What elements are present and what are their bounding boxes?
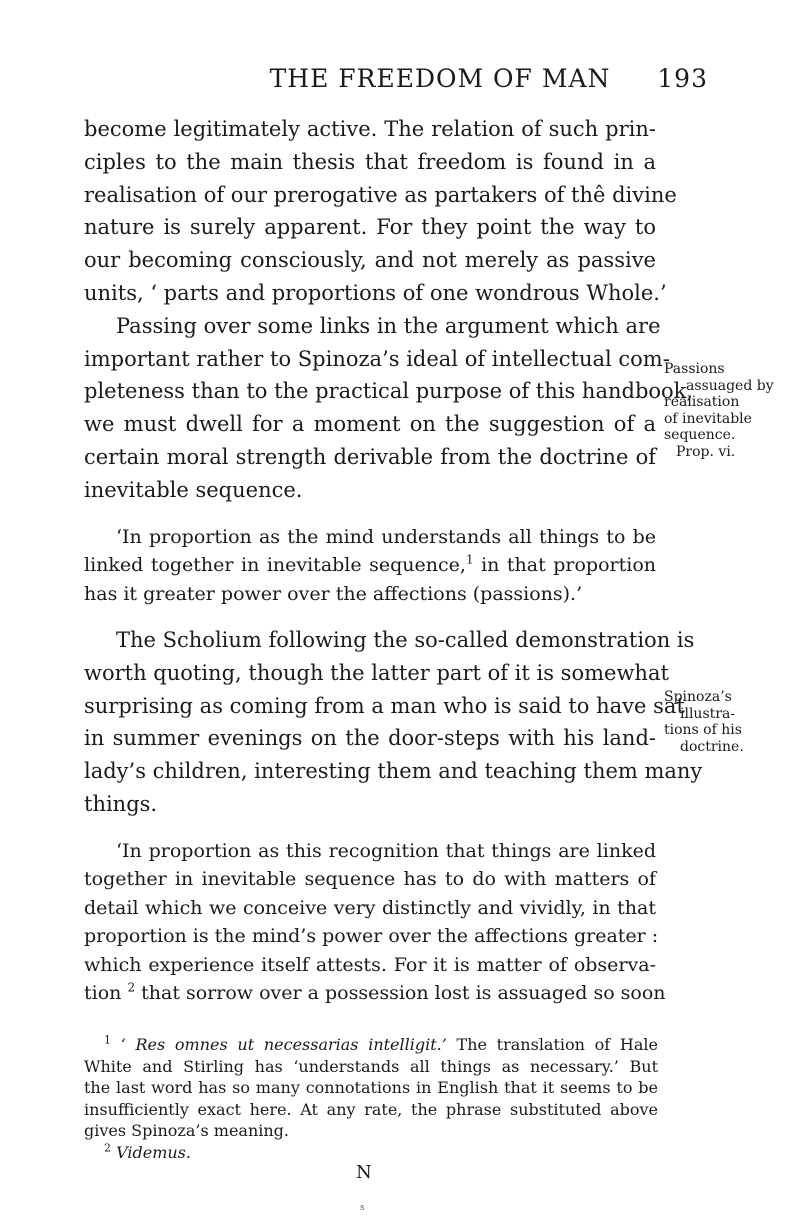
sidenote-line: tions of his [664,722,742,738]
text-line: realisation of our prerogative as partakers of thê divine [84,182,677,207]
footnote-1 [84,1034,658,1056]
sidenote-line: assuaged by [686,377,774,394]
footnote-line: gives Spinoza’s meaning. [84,1121,290,1140]
footnote-text: Videmus. [116,1142,191,1162]
footnote-line: White and Stirling has ‘understands all things as necessary.’ But [84,1056,658,1076]
latin-quote: ‘ Res omnes ut necessarias intelligit.’ [120,1035,447,1054]
footnote-text: The translation of Hale [446,1035,658,1054]
text-line: ciples to the main thesis that freedom is found in a [84,149,656,174]
footnote-ref-1: 1 [465,552,474,567]
paragraph-2 [84,310,694,507]
quote-line: ‘In proportion as this recognition that things are linked [116,839,656,862]
text-line: become legitimately active. The relation of such prin- [84,117,656,141]
quote-text: in that proportion [473,554,656,577]
text-line: our becoming consciously, and not merely as passive [84,248,656,273]
sidenote-line: Spinoza’s [664,689,732,705]
sidenote-line: Prop. vi. [676,443,736,460]
text-line: in summer evenings on the door-steps with his land- [84,726,656,751]
quote-line: together in inevitable sequence has to do with matters of [84,868,656,891]
text-line: pleteness than to the practical purpose of this handbook, [84,379,694,404]
quote-text: that sorrow over a possession lost is assuaged so soon [135,982,666,1005]
footnote-ref-2: 2 [127,981,136,996]
running-head-title: THE FREEDOM OF MAN [269,64,611,93]
text-line: nature is surely apparent. For they point the way to [84,215,656,240]
sidenote-line: of inevitable [664,410,752,427]
text-line: surprising as coming from a man who is said to have sat [84,693,685,718]
text-line: inevitable sequence. [84,477,303,502]
signature-mark: N [356,1162,372,1183]
sidenote-line: doctrine. [680,738,744,755]
footnote-line: the last word has so many connotations in English that it seems to be [84,1078,658,1097]
text-line: units, ‘ parts and proportions of one wondrous Whole.’ [84,280,667,305]
print-mark: s [360,1203,365,1213]
page-number: 193 [657,64,708,93]
text-line: things. [84,792,158,817]
footnotes [84,1034,658,1163]
quote-line: detail which we conceive very distinctly and vividly, in that [84,896,656,919]
text-line: certain moral strength derivable from the doctrine of [84,444,656,469]
paragraph-1 [84,113,677,310]
quote-line: which experience itself attests. For it is matter of observa- [84,953,656,976]
block-quote-1 [84,523,656,609]
sidenote-line: Passions [664,361,725,377]
quote-line [84,979,666,1008]
text-line: Passing over some links in the argument which are [116,313,661,338]
quote-line: has it greater power over the affections (passions).’ [84,582,583,605]
sidenote-line: realisation [664,394,740,410]
quote-line: proportion is the mind’s power over the affections greater : [84,925,659,948]
footnote-2 [84,1142,658,1164]
sidenote-line: sequence. [664,427,736,443]
running-head [200,64,708,93]
quote-text: tion [84,982,128,1005]
block-quote-2 [84,837,666,1008]
quote-line: ‘In proportion as the mind understands all things to be [116,525,656,548]
sidenote-line: illustra- [680,705,736,722]
text-line: we must dwell for a moment on the suggestion of a [84,412,656,437]
text-line: The Scholium following the so-called demonstration is [116,628,695,653]
footnote-mark: 2 [104,1141,111,1155]
sidenote-passions [664,361,774,460]
text-line: worth quoting, though the latter part of it is somewhat [84,660,669,685]
sidenote-illustrations [664,689,744,755]
text-line: lady’s children, interesting them and teaching them many [84,759,703,784]
text-line: important rather to Spinoza’s ideal of intellectual com- [84,346,670,371]
quote-line [84,551,656,580]
quote-text: linked together in inevitable sequence, [84,554,466,577]
footnote-mark: 1 [104,1033,111,1047]
footnote-line: insufficiently exact here. At any rate, the phrase substituted above [84,1099,658,1119]
